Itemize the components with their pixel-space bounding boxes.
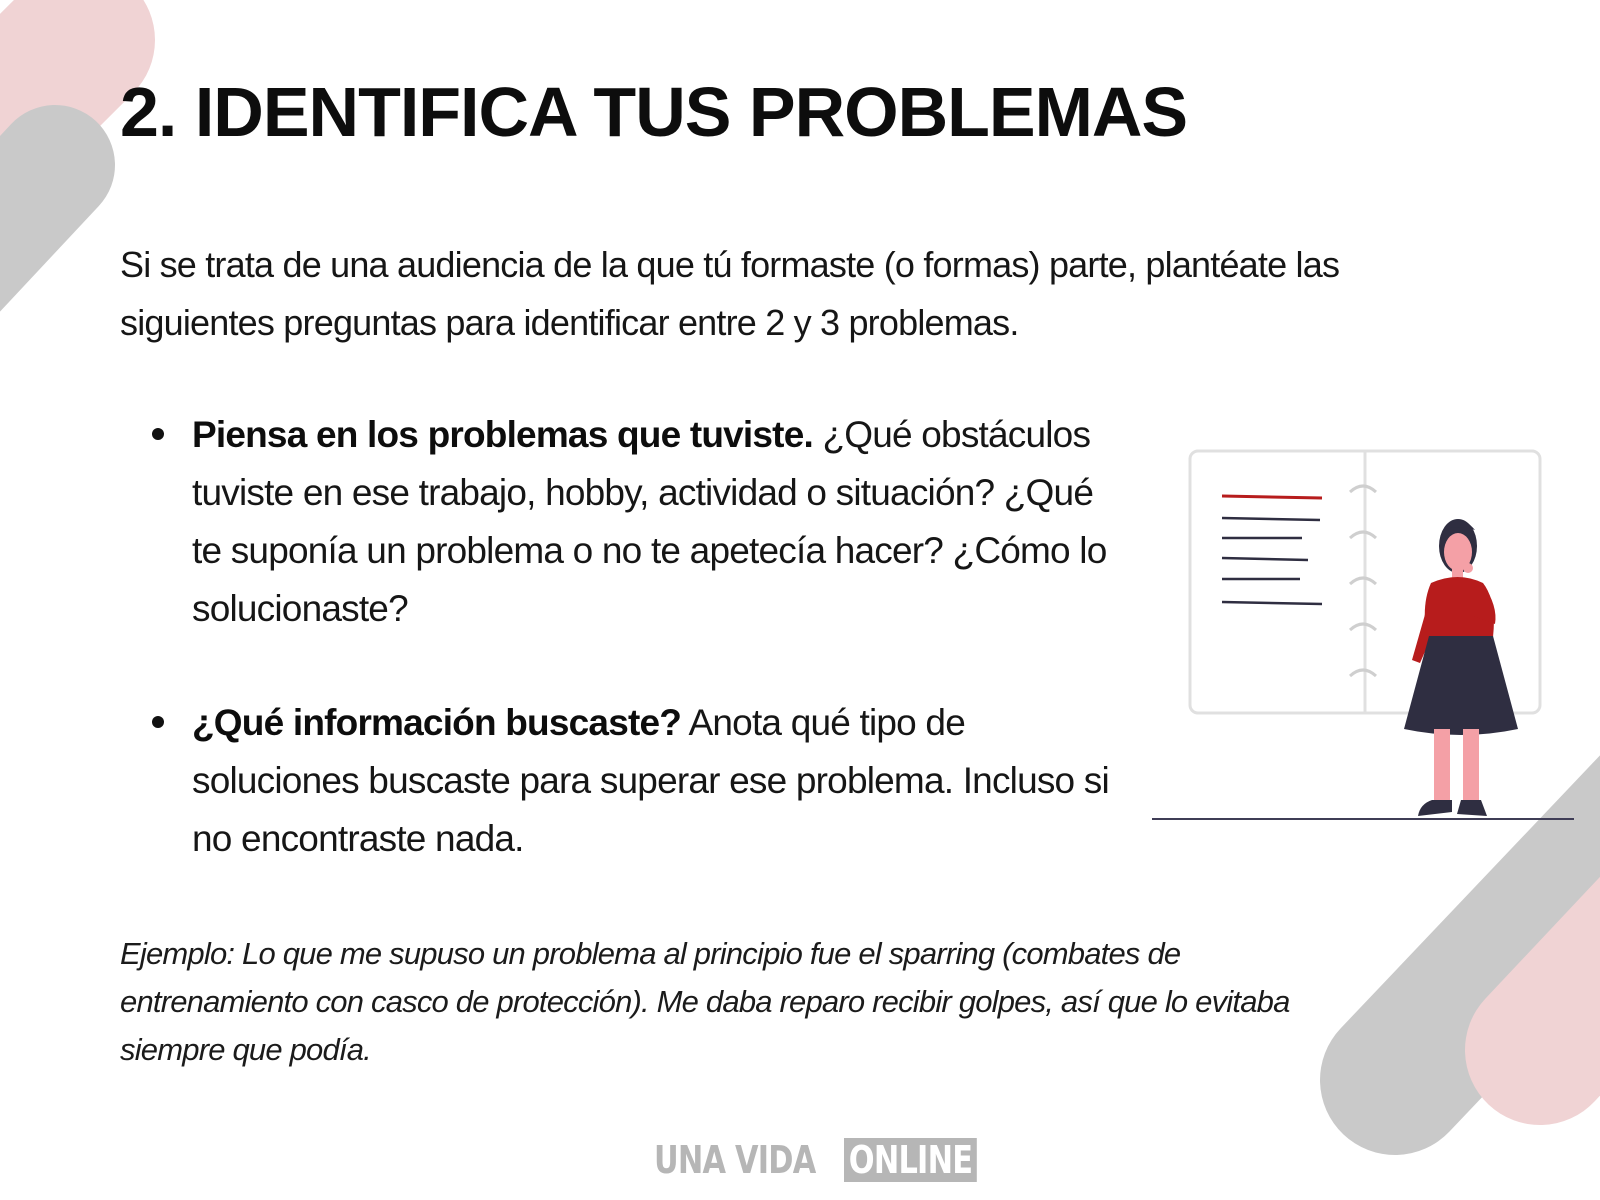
- brand-text: UNA VIDA: [654, 1138, 816, 1182]
- list-item: [150, 406, 1110, 638]
- list-item: [150, 694, 1110, 868]
- page-title: 2. IDENTIFICA TUS PROBLEMAS: [120, 73, 1188, 151]
- bullet-text: ¿Qué obstáculos tuviste en ese trabajo, hobby, actividad o situación? ¿Qué te suponía un problema o no te apetecía hacer? ¿Cómo lo solucionaste?: [192, 414, 1107, 629]
- bullet-dot: [152, 716, 164, 728]
- bullet-heading: ¿Qué información buscaste?: [192, 702, 682, 743]
- brand-highlight: ONLINE: [844, 1138, 977, 1182]
- brand-logo: [654, 1138, 1010, 1182]
- bullet-heading: Piensa en los problemas que tuviste.: [192, 414, 813, 455]
- bullet-dot: [152, 428, 164, 440]
- example-paragraph: Ejemplo: Lo que me supuso un problema al principio fue el sparring (combates de entrenamiento con casco de protección). Me daba reparo recibir golpes, así que lo evitaba siempre que podía.: [120, 936, 1290, 1067]
- bullet-text: Anota qué tipo de soluciones buscaste para superar ese problema. Incluso si no encontraste nada.: [192, 702, 1109, 859]
- woman-with-notebook-illustration: [1140, 440, 1580, 830]
- top-left-gray-stripe: [0, 165, 55, 320]
- question-list: [150, 406, 1110, 868]
- intro-paragraph: Si se trata de una audiencia de la que tú formaste (o formas) parte, plantéate las siguientes preguntas para identificar entre 2 y 3 problemas.: [120, 244, 1340, 343]
